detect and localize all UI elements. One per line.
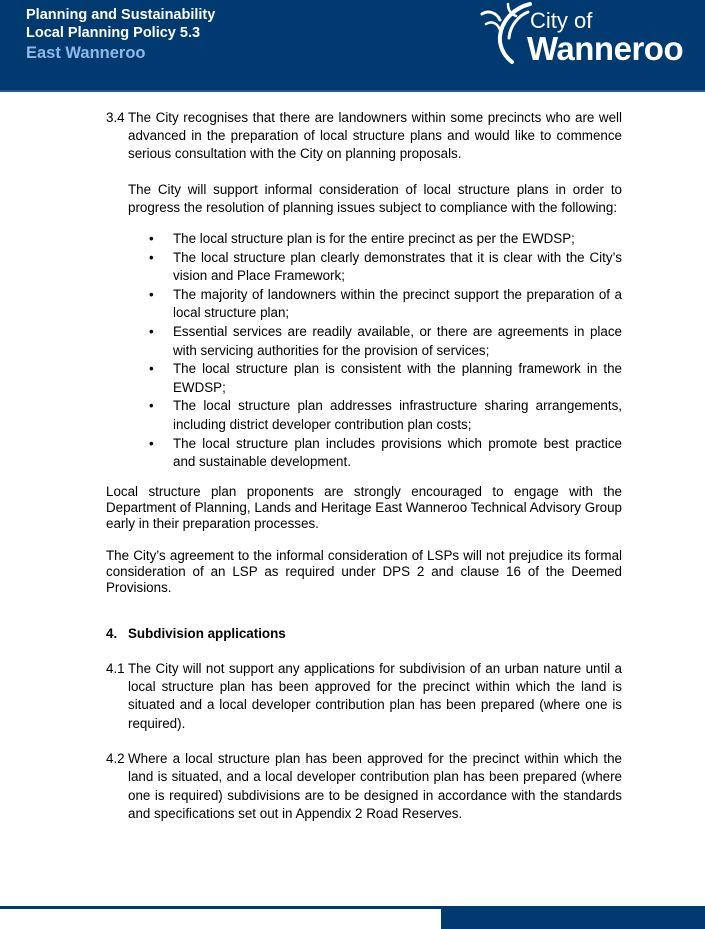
document-body [106, 109, 622, 823]
list-item [128, 286, 622, 323]
list-item-text: The local structure plan clearly demonstrates that it is clear with the City’s vision and Place Framework; [173, 249, 622, 284]
paragraph-agreement: The City’s agreement to the informal consideration of LSPs will not prejudice its formal consideration of an LSP as required under DPS 2 and clause 16 of the Deemed Provisions. [106, 547, 622, 595]
section-4-heading [106, 625, 622, 643]
bullet-icon: • [149, 286, 154, 302]
list-item [128, 230, 622, 249]
list-item [128, 360, 622, 397]
bullet-icon: • [149, 323, 154, 339]
clause-number: 4.2 [106, 750, 125, 766]
clause-text: The City will not support any applications for subdivision of an urban nature until a local structure plan has been approved for the precinct within which the land is situated and a local developer contribution plan has been prepared (where one is required). [128, 660, 622, 731]
bullet-icon: • [149, 398, 154, 414]
logo-text-city-of: City of [530, 8, 593, 33]
list-item-text: The local structure plan addresses infrastructure sharing arrangements, including district developer contribution plan costs; [173, 398, 622, 432]
clause-3-4-para2: The City will support informal consideration of local structure plans in order to progress the resolution of planning issues subject to compliance with the following: [128, 182, 622, 215]
list-item-text: The local structure plan is for the entire precinct as per the EWDSP; [173, 231, 575, 246]
header-subject: East Wanneroo [26, 44, 146, 62]
paragraph-engage: Local structure plan proponents are strongly encouraged to engage with the Department of Planning, Lands and Heritage East Wanneroo Technical Advisory Group early in their preparation processes. [106, 483, 622, 531]
list-item [128, 435, 622, 472]
list-item-text: The local structure plan includes provisions which promote best practice and sustainable development. [173, 435, 622, 470]
list-item-text: The majority of landowners within the precinct support the preparation of a local structure plan; [173, 286, 622, 321]
list-item-text: Essential services are readily available, or there are agreements in place with servicing authorities for the provision of services; [173, 323, 622, 358]
list-item [128, 249, 622, 286]
list-item-text: The local structure plan is consistent with the planning framework in the EWDSP; [173, 361, 622, 395]
header-department: Planning and Sustainability [26, 7, 216, 23]
requirements-list [128, 230, 622, 472]
bullet-icon: • [149, 249, 154, 265]
clause-text: Where a local structure plan has been approved for the precinct within which the land is situated, and a local developer contribution plan has been prepared (where one is required) subdivisions are to be designed in accordance with the standards and specifications set out in Appendix 2 Road Reserves. [128, 750, 622, 821]
header-policy-title: Local Planning Policy 5.3 [26, 25, 201, 41]
clause-4-2 [106, 750, 622, 823]
list-item [128, 323, 622, 360]
clause-number: 4.1 [106, 660, 125, 676]
bullet-icon: • [149, 361, 154, 377]
logo-text-wanneroo: Wanneroo [527, 30, 684, 67]
clause-number: 3.4 [106, 110, 125, 125]
list-item [128, 397, 622, 434]
page-header [0, 0, 705, 90]
footer-block [441, 909, 705, 929]
section-number: 4. [106, 625, 118, 641]
clause-3-4 [106, 109, 622, 163]
header-divider [0, 90, 705, 92]
section-title: Subdivision applications [128, 625, 286, 641]
bullet-icon: • [149, 231, 154, 246]
clause-4-1 [106, 660, 622, 733]
clause-3-4-para1: The City recognises that there are landowners within some precincts who are well advanced in the preparation of local structure plans and would like to commence serious consultation with the City on planning proposals. [128, 110, 622, 161]
bullet-icon: • [149, 435, 154, 451]
